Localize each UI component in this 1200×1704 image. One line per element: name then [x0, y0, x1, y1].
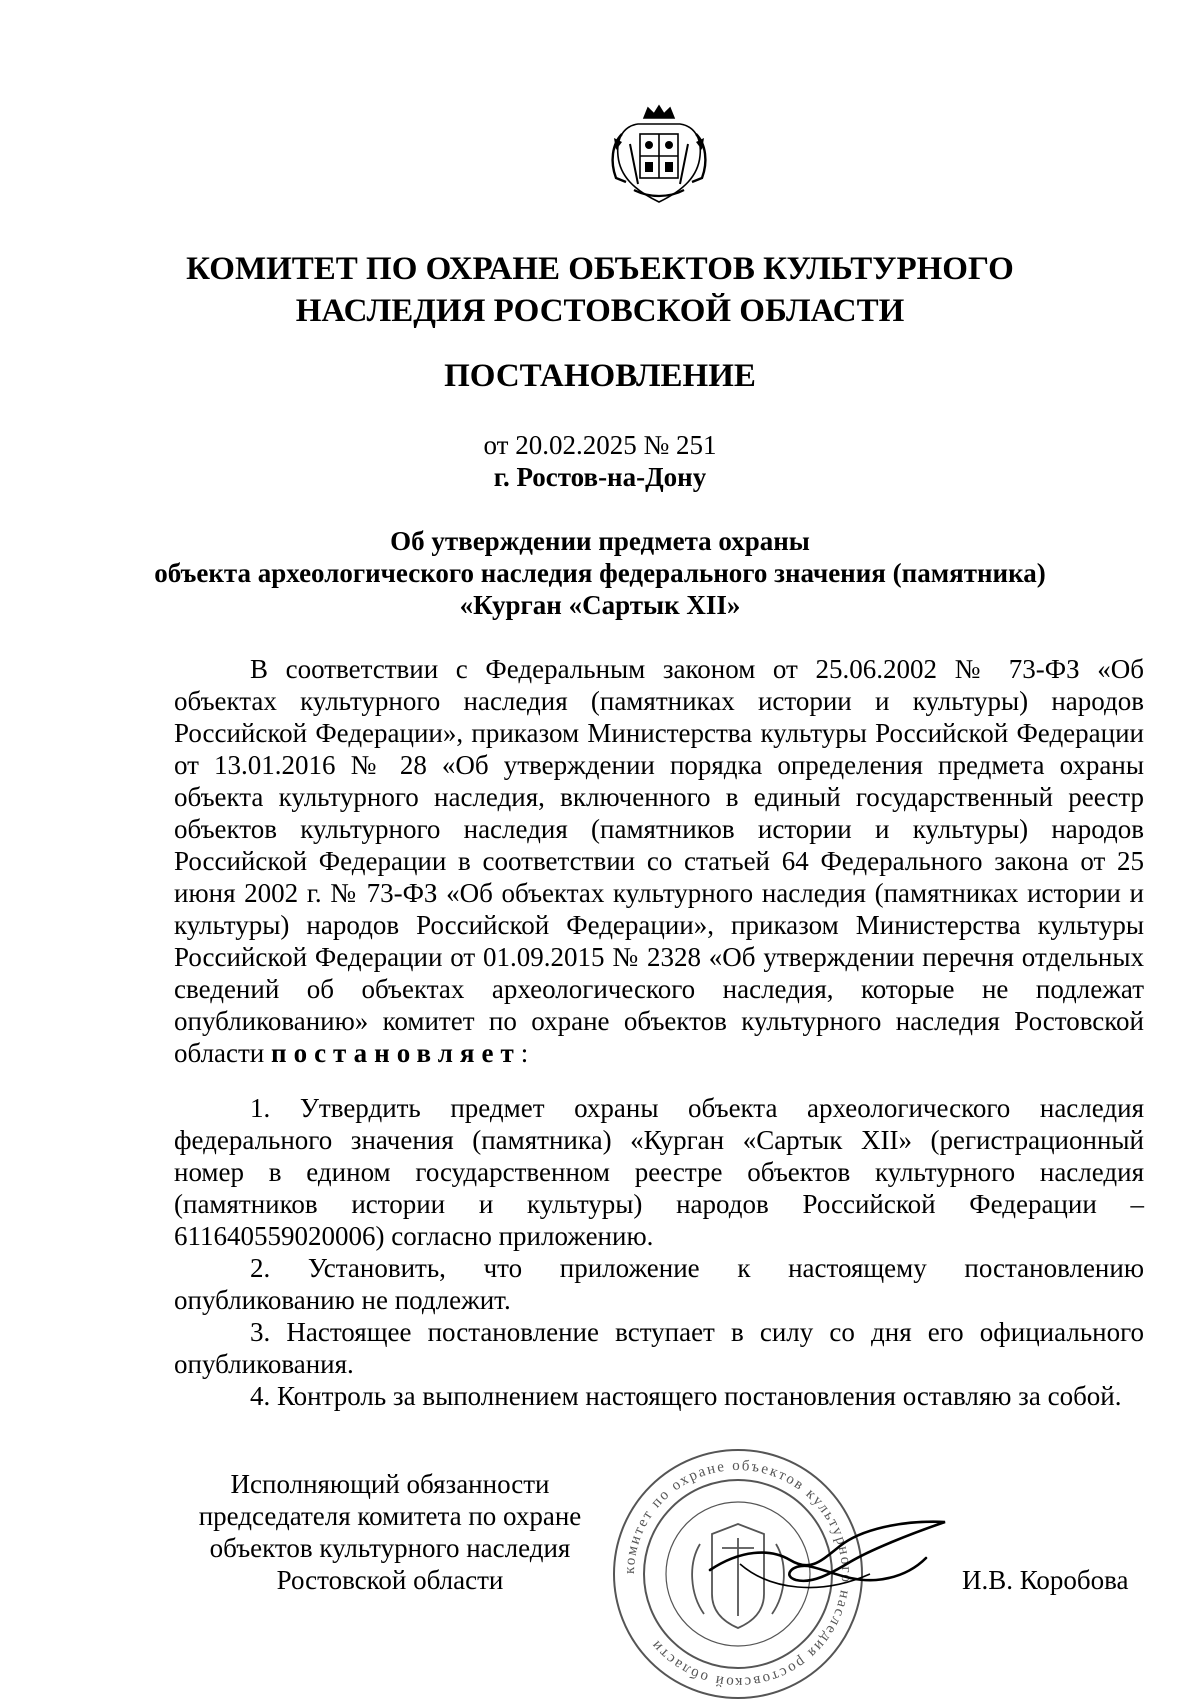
signatory-name: И.В. Коробова — [962, 1565, 1129, 1595]
resolution-item-2: 2. Установить, что приложение к настоящему постановлению опубликованию не подлежит. — [174, 1253, 1144, 1315]
document-date-number: от 20.02.2025 № 251 — [483, 430, 717, 460]
organization-title-line2: НАСЛЕДИЯ РОСТОВСКОЙ ОБЛАСТИ — [295, 293, 905, 329]
position-line1: Исполняющий обязанности — [230, 1469, 550, 1499]
organization-title — [150, 248, 1050, 332]
subject-line2: объекта археологического наследия федерального значения (памятника) — [154, 558, 1046, 588]
position-line4: Ростовской области — [276, 1565, 504, 1595]
signatory-position — [178, 1468, 602, 1596]
resolution-item-3: 3. Настоящее постановление вступает в силу со дня его официального опубликования. — [174, 1317, 1144, 1379]
document-type: ПОСТАНОВЛЕНИЕ — [444, 358, 756, 394]
resolution-items — [174, 1092, 1144, 1412]
coat-of-arms-emblem — [604, 104, 714, 212]
resolves-word: постановляет — [271, 1038, 521, 1068]
preamble-paragraph — [174, 653, 1144, 1069]
handwritten-signature — [700, 1500, 950, 1610]
position-line2: председателя комитета по охране — [198, 1501, 582, 1531]
resolution-item-4: 4. Контроль за выполнением настоящего постановления оставляю за собой. — [250, 1381, 1122, 1411]
organization-title-line1: КОМИТЕТ ПО ОХРАНЕ ОБЪЕКТОВ КУЛЬТУРНОГО — [186, 251, 1014, 287]
subject-line3: «Курган «Сартык XII» — [459, 590, 741, 620]
preamble-colon: : — [520, 1038, 529, 1068]
preamble-text: В соответствии с Федеральным законом от 25.06.2002 № 73-ФЗ «Об объектах культурного наследия (памятниках истории и культуры) народов Российской Федерации», приказом Министерства культуры Российской Федерации от 13.01.2016 № 28 «Об утверждении порядка определения предмета охраны объекта культурного наследия, включенного в единый государственный реестр объектов культурного наследия (памятников истории и культуры) народов Российской Федерации в соответствии со статьей 64 Федерального закона от 25 июня 2002 г. № 73-ФЗ «Об объектах культурного наследия (памятниках истории и культуры) народов Российской Федерации», приказом Министерства культуры Российской Федерации от 01.09.2015 № 2328 «Об утверждении перечня отдельных сведений об объектах археологического наследия, которые не подлежат опубликованию» комитет по охране объектов культурного наследия Ростовской области — [174, 654, 1144, 1068]
seal-ring-text: комитет по охране объектов культурного наследия ростовской области — [621, 1457, 855, 1691]
document-subject — [150, 525, 1050, 621]
subject-line1: Об утверждении предмета охраны — [390, 526, 810, 556]
resolution-item-1: 1. Утвердить предмет охраны объекта археологического наследия федерального значения (памятника) «Курган «Сартык XII» (регистрационный номер в едином государственном реестре объектов культурного наследия (памятников истории и культуры) народов Российской Федерации – 611640559020006) согласно приложению. — [174, 1093, 1144, 1251]
position-line3: объектов культурного наследия — [209, 1533, 571, 1563]
document-city: г. Ростов-на-Дону — [493, 462, 707, 492]
